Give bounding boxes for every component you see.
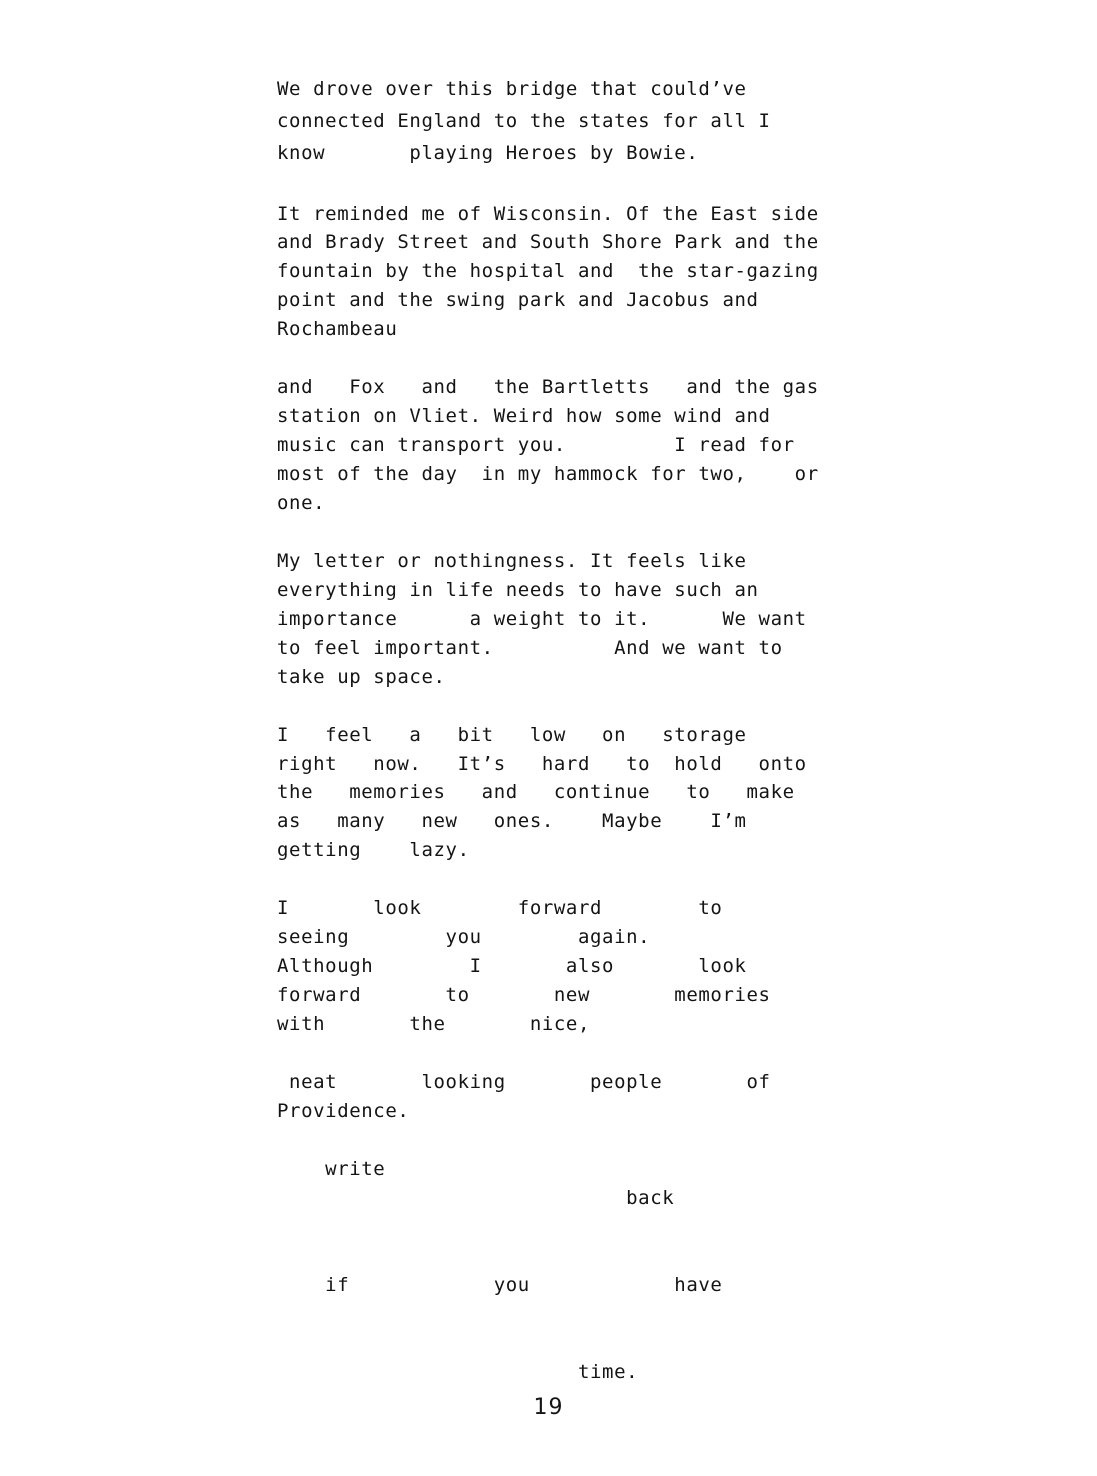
text-line-26: Although I also look: [277, 955, 747, 977]
text-line-10: station on Vliet. Weird how some wind and: [277, 405, 771, 427]
text-line-30: Providence.: [277, 1100, 410, 1122]
text-line-20: right now. It’s hard to hold onto: [277, 753, 807, 775]
text-line-27: forward to new memories: [277, 984, 771, 1006]
text-line-34: time.: [277, 1361, 639, 1383]
text-line-13: one.: [277, 492, 326, 514]
text-line-16: importance a weight to it. We want: [277, 608, 807, 630]
text-line-29: neat looking people of: [277, 1071, 771, 1093]
text-line-23: getting lazy.: [277, 839, 470, 861]
text-line-3: know playing Heroes by Bowie.: [277, 142, 699, 164]
text-line-6: fountain by the hospital and the star-gazing: [277, 260, 819, 282]
text-line-11: music can transport you. I read for: [277, 434, 795, 456]
text-line-24: I look forward to: [277, 897, 723, 919]
text-line-8: Rochambeau: [277, 318, 398, 340]
text-line-21: the memories and continue to make: [277, 781, 795, 803]
text-line-1: We drove over this bridge that could’ve: [277, 78, 747, 100]
text-line-33: if you have: [277, 1274, 723, 1296]
text-line-32: back: [277, 1187, 675, 1209]
text-line-17: to feel important. And we want to: [277, 637, 783, 659]
text-line-12: most of the day in my hammock for two, or: [277, 463, 819, 485]
text-line-22: as many new ones. Maybe I’m: [277, 810, 747, 832]
text-line-5: and Brady Street and South Shore Park and the: [277, 231, 819, 253]
page-number: 19: [533, 1395, 564, 1420]
text-line-2: connected England to the states for all I: [277, 110, 771, 132]
text-line-31: write: [277, 1158, 386, 1180]
text-line-9: and Fox and the Bartletts and the gas: [277, 376, 819, 398]
text-line-15: everything in life needs to have such an: [277, 579, 759, 601]
text-line-18: take up space.: [277, 666, 446, 688]
text-line-25: seeing you again.: [277, 926, 651, 948]
text-line-19: I feel a bit low on storage: [277, 724, 747, 746]
text-line-4: It reminded me of Wisconsin. Of the East side: [277, 203, 819, 225]
text-line-7: point and the swing park and Jacobus and: [277, 289, 759, 311]
text-line-28: with the nice,: [277, 1013, 591, 1035]
text-line-14: My letter or nothingness. It feels like: [277, 550, 747, 572]
